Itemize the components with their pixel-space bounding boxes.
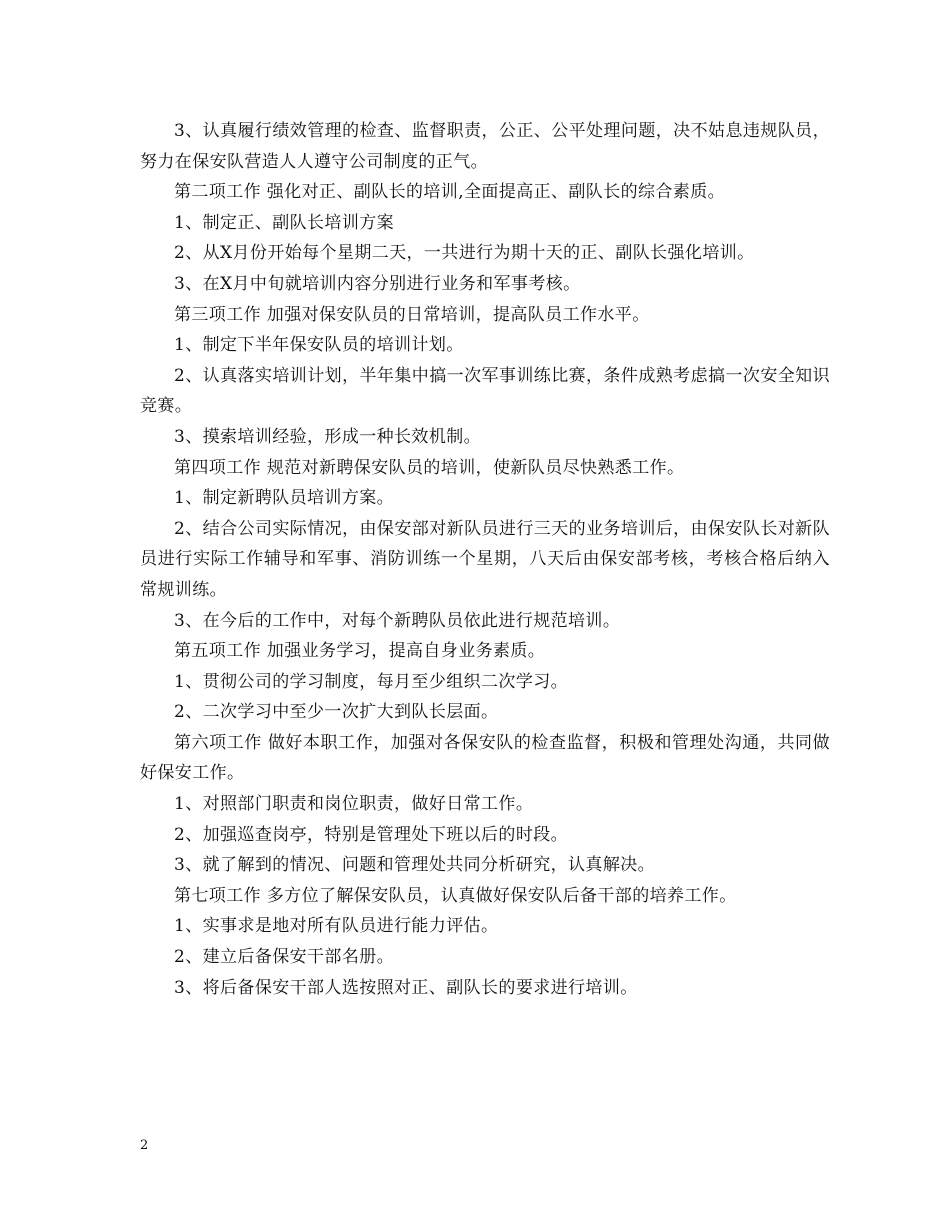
section-heading: 第六项工作 做好本职工作，加强对各保安队的检查监督，积极和管理处沟通，共同做好保安工作。 [140, 732, 830, 784]
paragraph: 2、建立后备保安干部名册。 [174, 947, 395, 968]
section-heading: 第五项工作 加强业务学习，提高自身业务素质。 [174, 641, 546, 662]
paragraph: 1、制定下半年保安队员的培训计划。 [174, 335, 464, 356]
paragraph: 1、制定新聘队员培训方案。 [174, 488, 395, 509]
paragraph: 3、将后备保安干部人选按照对正、副队长的要求进行培训。 [174, 977, 638, 998]
paragraph: 1、制定正、副队长培训方案 [174, 212, 395, 233]
paragraph: 2、加强巡查岗亭，特别是管理处下班以后的时段。 [174, 824, 569, 845]
paragraph: 3、就了解到的情况、问题和管理处共同分析研究，认真解决。 [174, 855, 656, 876]
paragraph: 3、在今后的工作中，对每个新聘队员依此进行规范培训。 [174, 610, 621, 631]
paragraph: 1、实事求是地对所有队员进行能力评估。 [174, 916, 499, 937]
paragraph: 2、从X月份开始每个星期二天，一共进行为期十天的正、副队长强化培训。 [174, 243, 755, 264]
section-heading: 第三项工作 加强对保安队员的日常培训，提高队员工作水平。 [174, 304, 650, 325]
paragraph: 2、二次学习中至少一次扩大到队长层面。 [174, 702, 499, 723]
page-number: 2 [140, 1138, 149, 1153]
paragraph: 2、结合公司实际情况，由保安部对新队员进行三天的业务培训后，由保安队长对新队员进行实际工作辅导和军事、消防训练一个星期，八天后由保安部考核，考核合格后纳入常规训练。 [140, 518, 830, 600]
document-body [140, 116, 830, 1003]
paragraph: 3、认真履行绩效管理的检查、监督职责，公正、公平处理问题，决不姑息违规队员，努力在保安队营造人人遵守公司制度的正气。 [140, 121, 830, 172]
section-heading: 第二项工作 强化对正、副队长的培训,全面提高正、副队长的综合素质。 [174, 182, 726, 203]
section-heading: 第七项工作 多方位了解保安队员，认真做好保安队后备干部的培养工作。 [174, 885, 737, 906]
paragraph: 2、认真落实培训计划，半年集中搞一次军事训练比赛，条件成熟考虑搞一次安全知识竞赛。 [140, 365, 830, 417]
paragraph: 1、贯彻公司的学习制度，每月至少组织二次学习。 [174, 671, 569, 692]
paragraph: 3、摸索培训经验，形成一种长效机制。 [174, 426, 482, 447]
section-heading: 第四项工作 规范对新聘保安队员的培训，使新队员尽快熟悉工作。 [174, 457, 685, 478]
paragraph: 3、在X月中旬就培训内容分别进行业务和军事考核。 [174, 273, 581, 294]
paragraph: 1、对照部门职责和岗位职责，做好日常工作。 [174, 794, 534, 815]
